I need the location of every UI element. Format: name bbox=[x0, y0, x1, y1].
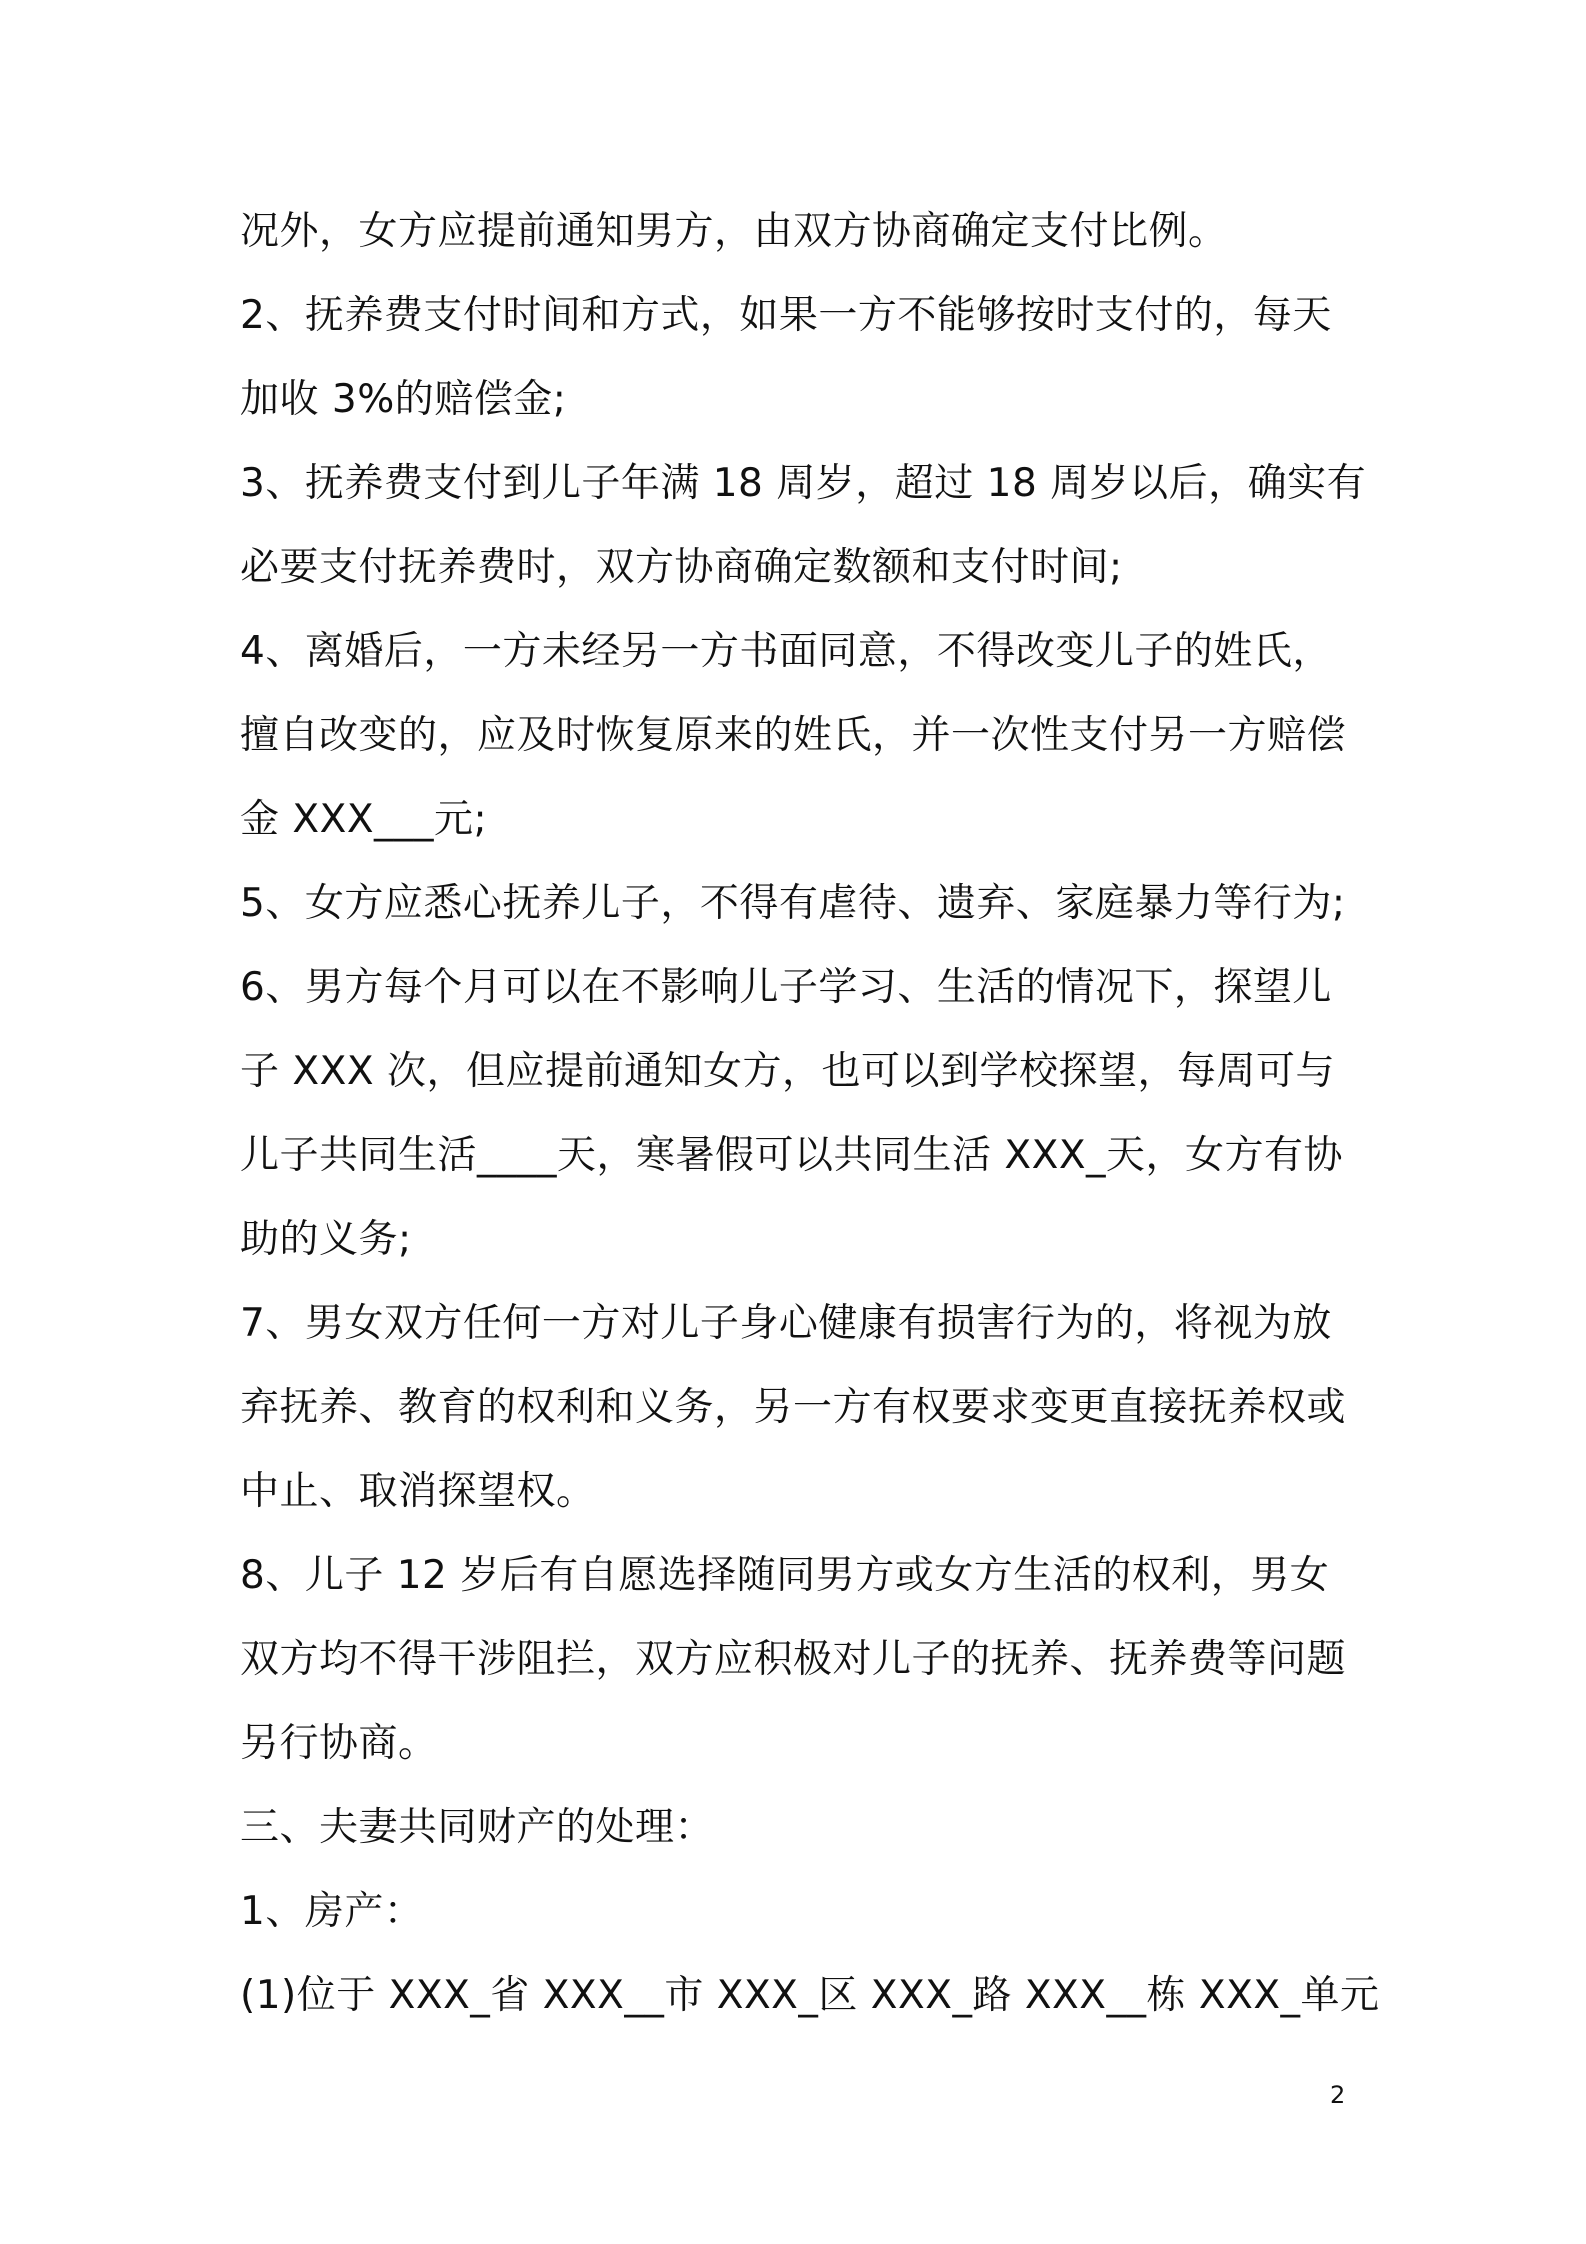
text-line: 助的义务; bbox=[240, 1217, 412, 1262]
section-heading: 三、夫妻共同财产的处理： bbox=[240, 1805, 715, 1850]
text-line: 中止、取消探望权。 bbox=[240, 1469, 596, 1514]
text-line: 双方均不得干涉阻拦，双方应积极对儿子的抚养、抚养费等问题 bbox=[240, 1637, 1347, 1682]
page-number: 2 bbox=[1330, 2081, 1346, 2109]
text-line: 4、离婚后，一方未经另一方书面同意，不得改变儿子的姓氏， bbox=[240, 629, 1332, 674]
text-line: 必要支付抚养费时，双方协商确定数额和支付时间; bbox=[240, 545, 1123, 590]
text-line: 7、男女双方任何一方对儿子身心健康有损害行为的，将视为放 bbox=[240, 1301, 1332, 1346]
text-line: 另行协商。 bbox=[240, 1721, 438, 1766]
text-line: 加收 3%的赔偿金; bbox=[240, 377, 567, 422]
text-line: (1)位于 XXX_省 XXX__市 XXX_区 XXX_路 XXX__栋 XXX_单元 bbox=[240, 1973, 1380, 2018]
text-line: 弃抚养、教育的权利和义务，另一方有权要求变更直接抚养权或 bbox=[240, 1385, 1347, 1430]
text-line: 2、抚养费支付时间和方式，如果一方不能够按时支付的，每天 bbox=[240, 293, 1332, 338]
text-line: 5、女方应悉心抚养儿子，不得有虐待、遗弃、家庭暴力等行为; bbox=[240, 881, 1346, 926]
text-line: 况外，女方应提前通知男方，由双方协商确定支付比例。 bbox=[240, 209, 1228, 254]
text-line: 子 XXX 次，但应提前通知女方，也可以到学校探望，每周可与 bbox=[240, 1049, 1335, 1094]
text-line: 金 XXX___元; bbox=[240, 797, 488, 842]
text-line: 3、抚养费支付到儿子年满 18 周岁，超过 18 周岁以后，确实有 bbox=[240, 461, 1367, 506]
body-text bbox=[240, 190, 1380, 2038]
text-line: 擅自改变的，应及时恢复原来的姓氏，并一次性支付另一方赔偿 bbox=[240, 713, 1347, 758]
text-line: 6、男方每个月可以在不影响儿子学习、生活的情况下，探望儿 bbox=[240, 965, 1332, 1010]
text-line: 8、儿子 12 岁后有自愿选择随同男方或女方生活的权利，男女 bbox=[240, 1553, 1330, 1598]
subsection-heading: 1、房产： bbox=[240, 1889, 424, 1934]
text-line: 儿子共同生活____天，寒暑假可以共同生活 XXX_天，女方有协 bbox=[240, 1133, 1344, 1178]
